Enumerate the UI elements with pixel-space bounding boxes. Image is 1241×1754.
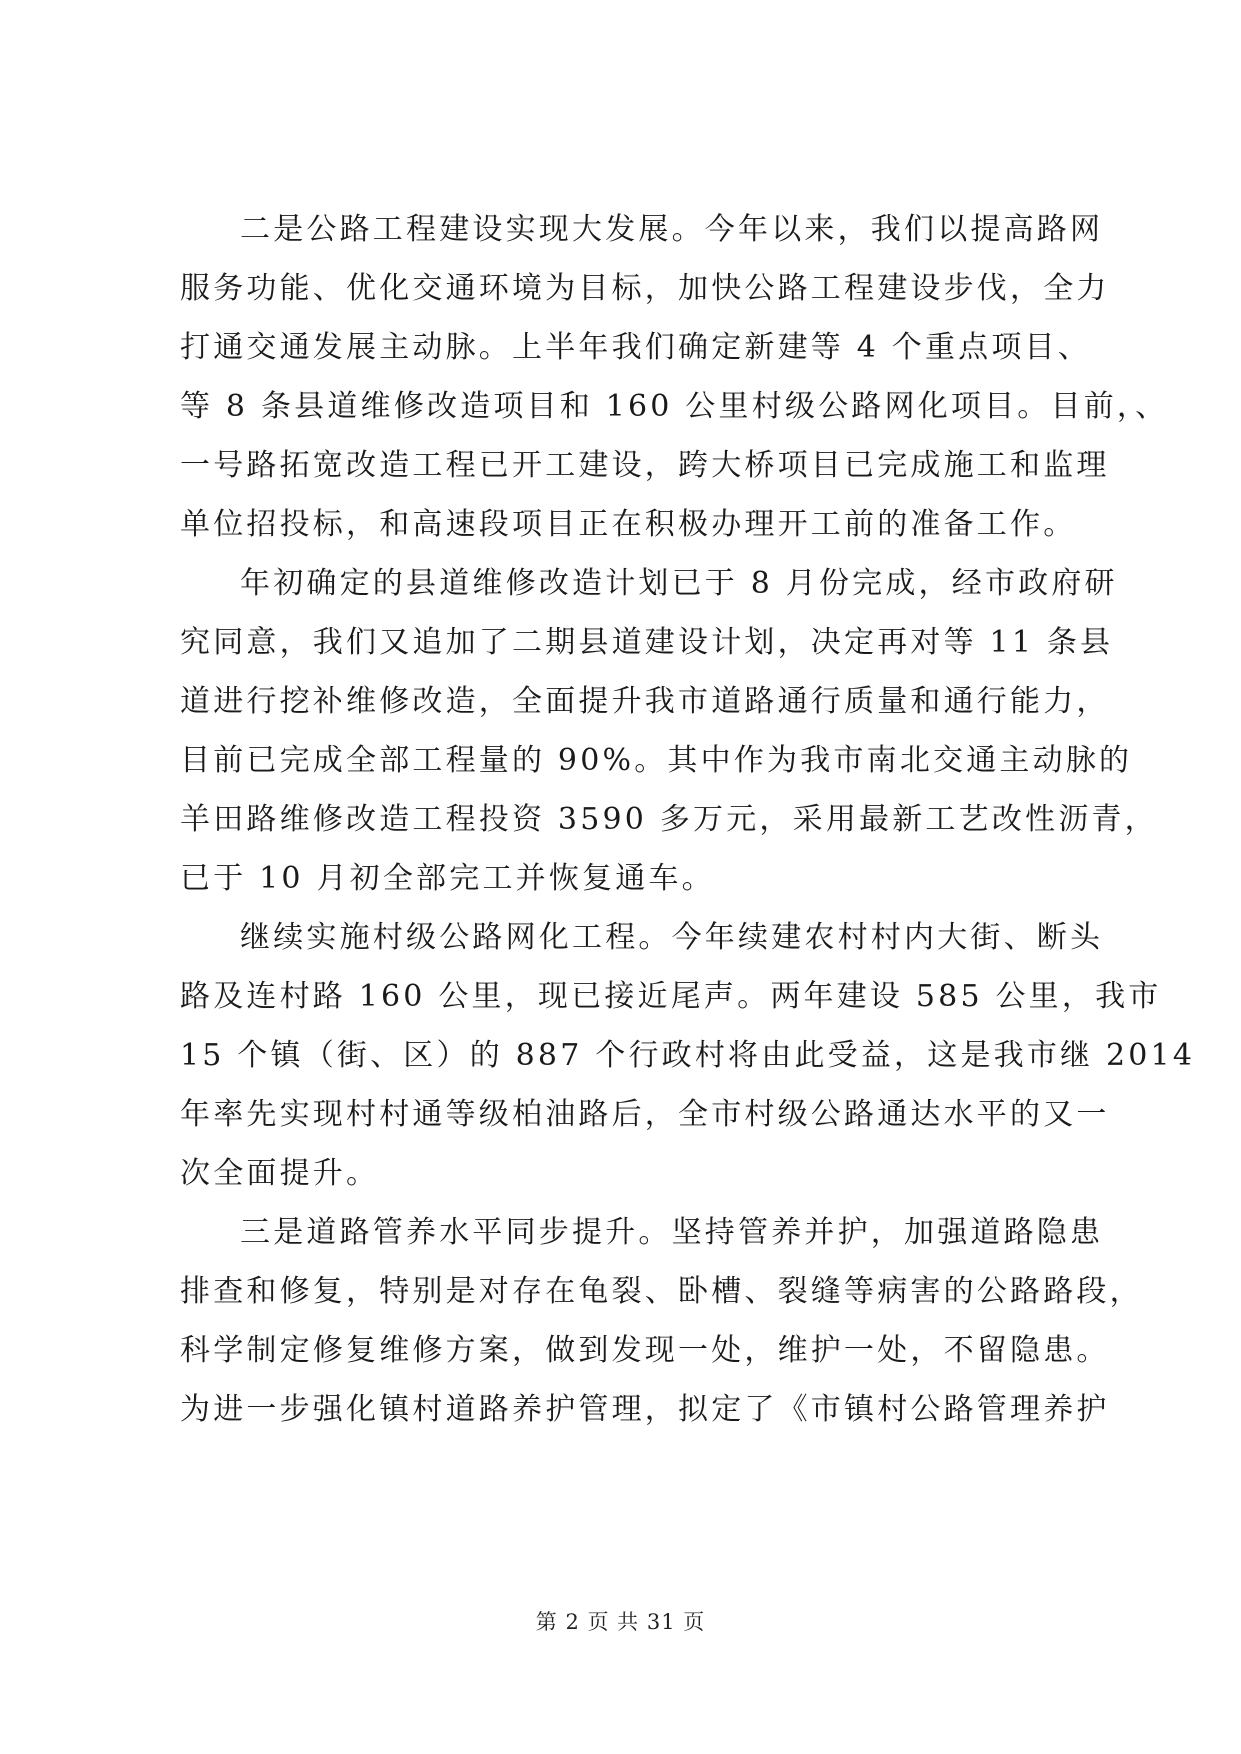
page-footer: 第 2 页 共 31 页	[535, 1610, 706, 1634]
text-line: 羊田路维修改造工程投资 3590 多万元，采用最新工艺改性沥青，	[180, 802, 1158, 837]
text-line: 打通交通发展主动脉。上半年我们确定新建等 4 个重点项目、	[180, 330, 1091, 365]
text-line: 已于 10 月初全部完工并恢复通车。	[180, 861, 715, 896]
text-line: 继续实施村级公路网化工程。今年续建农村村内大街、断头	[240, 920, 1104, 955]
text-line: 三是道路管养水平同步提升。坚持管养并护，加强道路隐患	[240, 1215, 1104, 1250]
text-line: 为进一步强化镇村道路养护管理，拟定了《市镇村公路管理养护	[180, 1392, 1110, 1427]
text-line: 目前已完成全部工程量的 90%。其中作为我市南北交通主动脉的	[180, 743, 1133, 778]
text-line: 科学制定修复维修方案，做到发现一处，维护一处，不留隐患。	[180, 1333, 1110, 1368]
text-line: 15 个镇（街、区）的 887 个行政村将由此受益，这是我市继 2014	[180, 1038, 1196, 1073]
text-line: 究同意，我们又追加了二期县道建设计划，决定再对等 11 条县	[180, 625, 1114, 660]
text-line: 单位招投标，和高速段项目正在积极办理开工前的准备工作。	[180, 507, 1077, 542]
text-line: 二是公路工程建设实现大发展。今年以来，我们以提高路网	[240, 212, 1104, 247]
text-line: 年率先实现村村通等级柏油路后，全市村级公路通达水平的又一	[180, 1097, 1110, 1132]
text-line: 一号路拓宽改造工程已开工建设，跨大桥项目已完成施工和监理	[180, 448, 1110, 483]
text-line: 排查和修复，特别是对存在龟裂、卧槽、裂缝等病害的公路路段，	[180, 1274, 1143, 1309]
text-line: 年初确定的县道维修改造计划已于 8 月份完成，经市政府研	[240, 566, 1118, 601]
text-line: 道进行挖补维修改造，全面提升我市道路通行质量和通行能力，	[180, 684, 1110, 719]
text-line: 次全面提升。	[180, 1156, 380, 1191]
text-line: 路及连村路 160 公里，现已接近尾声。两年建设 585 公里，我市	[180, 979, 1162, 1014]
document-body	[180, 200, 1196, 1439]
text-line: 等 8 条县道维修改造项目和 160 公里村级公路网化项目。目前，、	[180, 389, 1169, 424]
text-line: 服务功能、优化交通环境为目标，加快公路工程建设步伐，全力	[180, 271, 1110, 306]
